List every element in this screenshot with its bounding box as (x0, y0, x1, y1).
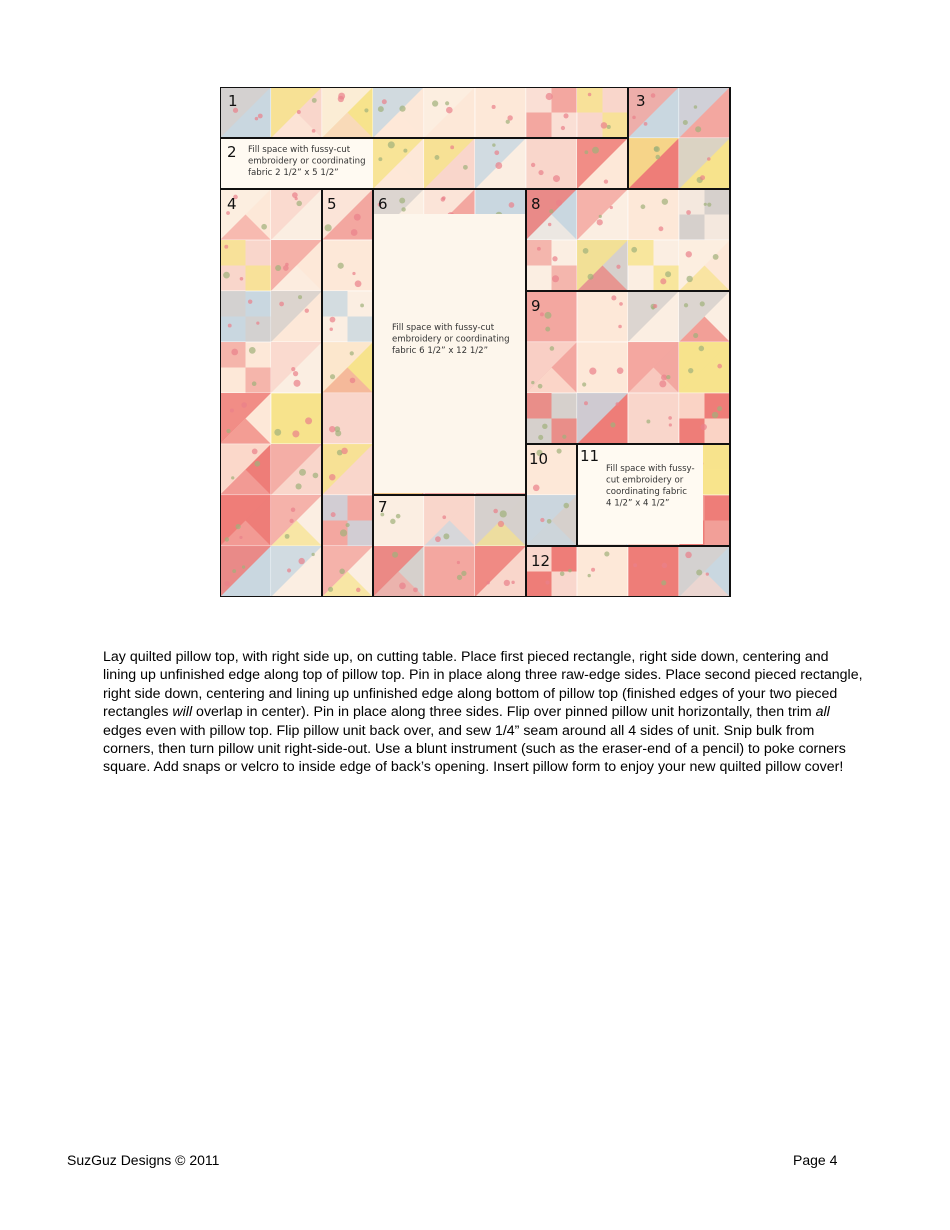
fabric-print-dot (293, 371, 298, 376)
fabric-print-dot (707, 157, 711, 161)
fabric-print-dot (704, 203, 707, 206)
fabric-print-dot (660, 278, 666, 284)
fabric-print-dot (631, 247, 637, 253)
fabric-print-dot (399, 106, 405, 112)
fabric-square (577, 546, 628, 597)
fabric-print-dot (686, 251, 692, 257)
fabric-print-dot (350, 378, 356, 384)
fabric-print-dot (443, 533, 449, 539)
fabric-print-dot (446, 107, 453, 114)
assembly-instructions (103, 648, 863, 777)
block-number-12: 12 (531, 552, 551, 570)
fabric-print-dot (341, 448, 348, 455)
fabric-print-dot (354, 214, 361, 221)
fabric-print-dot (641, 204, 646, 209)
fabric-print-dot (546, 93, 553, 100)
fabric-print-dot (493, 509, 498, 514)
fabric-print-dot (599, 215, 602, 218)
fabric-print-dot (616, 402, 620, 406)
fabric-print-dot (584, 401, 588, 405)
fabric-print-dot (604, 551, 609, 556)
note-block-2-line: embroidery or coordinating (248, 156, 366, 167)
fabric-print-dot (399, 198, 405, 204)
fabric-print-dot (511, 581, 514, 584)
note-block-6-line: embroidery or coordinating (392, 334, 510, 345)
fabric-print-dot (285, 263, 289, 267)
fabric-quarter (679, 189, 705, 215)
fabric-quarter (705, 521, 731, 547)
fabric-print-dot (279, 302, 284, 307)
fabric-print-dot (255, 117, 259, 121)
fabric-print-dot (329, 474, 335, 480)
fabric-print-dot (346, 523, 350, 527)
fabric-print-dot (241, 402, 247, 408)
fabric-print-dot (588, 274, 594, 280)
fabric-quarter (348, 317, 374, 343)
fabric-print-dot (392, 552, 398, 558)
fabric-print-dot (611, 295, 616, 300)
fabric-print-dot (313, 473, 319, 479)
block-number-10: 10 (529, 450, 549, 468)
fabric-print-dot (592, 147, 599, 154)
fabric-print-dot (340, 529, 347, 536)
fabric-print-dot (610, 422, 615, 427)
fabric-print-dot (239, 536, 242, 539)
fabric-print-dot (531, 381, 534, 384)
fabric-print-dot (684, 303, 688, 307)
block-number-1: 1 (228, 92, 238, 110)
fabric-print-dot (717, 364, 722, 369)
fabric-print-dot (296, 483, 302, 489)
fabric-print-dot (644, 122, 648, 126)
fabric-quarter (220, 291, 246, 317)
fabric-print-dot (249, 347, 256, 354)
fabric-print-dot (352, 272, 355, 275)
fabric-print-dot (713, 254, 719, 260)
fabric-print-dot (329, 426, 335, 432)
fabric-print-dot (552, 256, 557, 261)
fabric-print-dot (500, 510, 507, 517)
fabric-print-dot (236, 524, 241, 529)
fabric-quarter (220, 342, 246, 368)
fabric-print-dot (285, 534, 290, 539)
instructions-emphasis-all: all (815, 704, 830, 721)
fabric-print-dot (688, 368, 693, 373)
fabric-print-dot (223, 272, 230, 279)
fabric-print-dot (537, 247, 541, 251)
fabric-print-dot (338, 93, 345, 100)
fabric-square (628, 546, 679, 597)
fabric-print-dot (506, 120, 510, 124)
fabric-print-dot (292, 192, 298, 198)
fabric-print-dot (553, 175, 560, 182)
fabric-print-dot (659, 226, 664, 231)
fabric-print-dot (292, 430, 299, 437)
fabric-print-dot (339, 569, 345, 575)
fabric-print-dot (693, 333, 698, 338)
fabric-print-dot (403, 149, 407, 153)
fabric-print-dot (305, 417, 312, 424)
fabric-print-dot (378, 106, 384, 112)
footer-page-number: Page 4 (793, 1152, 838, 1168)
fabric-print-dot (325, 224, 332, 231)
fabric-print-dot (442, 515, 446, 519)
fabric-print-dot (662, 198, 668, 204)
fabric-print-dot (390, 519, 395, 524)
note-block-11-line: Fill space with fussy- (606, 464, 695, 474)
fabric-print-dot (230, 409, 234, 413)
fabric-print-dot (583, 248, 589, 254)
fabric-quarter (705, 470, 731, 496)
fabric-print-dot (254, 461, 260, 467)
fabric-print-dot (388, 141, 395, 148)
note-block-11-line: cut embroidery or (606, 475, 684, 486)
fabric-print-dot (548, 223, 551, 226)
fabric-print-dot (700, 301, 705, 306)
fabric-print-dot (607, 125, 611, 129)
instructions-text-1: Lay quilted pillow top, with right side up, on cutting table. Place first pieced rectangle, right side down, centering and lining up unfinished edge along top of pillow top. Pin in place along three raw-edge sides. Place second pieced rectangle, right side down, centering and lining up unfinished edge along bottom of pillow top (finished edges of your two pieced rectangles (103, 649, 863, 721)
fabric-quarter (552, 419, 578, 445)
fabric-print-dot (531, 163, 535, 167)
fabric-quarter (654, 266, 680, 292)
fabric-print-dot (686, 210, 691, 215)
fabric-print-dot (695, 126, 701, 132)
fabric-print-dot (589, 368, 596, 375)
fabric-print-dot (588, 93, 592, 97)
fabric-print-dot (545, 580, 549, 584)
fabric-print-dot (291, 508, 296, 513)
block-number-2: 2 (227, 143, 237, 161)
fabric-print-dot (240, 277, 244, 281)
fabric-print-dot (435, 155, 440, 160)
fabric-print-dot (248, 299, 252, 303)
fabric-print-dot (563, 113, 568, 118)
fabric-print-dot (296, 201, 302, 207)
fabric-print-dot (706, 572, 709, 575)
fabric-square (628, 189, 679, 240)
fabric-print-dot (547, 519, 552, 524)
fabric-print-dot (450, 145, 454, 149)
fabric-print-dot (252, 449, 258, 455)
fabric-print-dot (338, 263, 344, 269)
note-block-11-line: coordinating fabric (606, 487, 687, 497)
fabric-print-dot (538, 170, 543, 175)
fabric-print-dot (305, 309, 309, 313)
fabric-print-dot (492, 105, 496, 109)
fabric-print-dot (283, 265, 289, 271)
fabric-print-dot (509, 202, 515, 208)
fabric-print-dot (591, 568, 595, 572)
fabric-print-dot (561, 126, 565, 130)
instructions-text-3: edges even with pillow top. Flip pillow unit back over, and sew 1/4” seam around all 4 sides of unit. Snip bulk from corners, then turn pillow unit right-side-out. Use a blunt instrument (such as the eraser-end of a pencil) to poke corners square. Add snaps or velcro to inside edge of back’s opening. Insert pillow form to enjoy your new quilted pillow cover! (103, 722, 846, 776)
fabric-print-dot (699, 346, 705, 352)
fabric-quarter (552, 572, 578, 598)
fabric-print-dot (378, 157, 382, 161)
fabric-square (424, 546, 475, 597)
block-number-8: 8 (531, 195, 541, 213)
fabric-print-dot (297, 110, 301, 114)
fabric-print-dot (549, 209, 553, 213)
fabric-quarter (246, 317, 272, 343)
note-block-6-line: Fill space with fussy-cut (392, 323, 495, 333)
fabric-print-dot (646, 420, 650, 424)
fabric-print-dot (542, 424, 547, 429)
quilt-block-diagram (220, 87, 731, 597)
fabric-print-dot (712, 412, 718, 418)
fabric-print-dot (588, 574, 591, 577)
fabric-print-dot (619, 302, 623, 306)
fabric-print-dot (568, 569, 572, 573)
fabric-print-dot (498, 521, 504, 527)
fabric-print-dot (413, 587, 418, 592)
fabric-print-dot (651, 93, 656, 98)
fabric-print-dot (661, 580, 666, 585)
fabric-print-dot (225, 537, 230, 542)
fabric-square (475, 87, 526, 138)
fabric-print-dot (232, 569, 236, 573)
fabric-print-dot (441, 197, 446, 202)
fabric-print-dot (552, 275, 559, 282)
block-number-4: 4 (227, 195, 237, 213)
fabric-print-dot (312, 129, 316, 133)
fabric-print-dot (328, 587, 333, 592)
fabric-quarter (705, 215, 731, 241)
fabric-print-dot (604, 179, 608, 183)
fabric-print-dot (655, 155, 660, 160)
fabric-print-dot (562, 435, 566, 439)
fabric-print-dot (582, 382, 586, 386)
fabric-print-dot (533, 484, 540, 491)
fabric-print-dot (492, 143, 495, 146)
fabric-print-dot (432, 100, 438, 106)
fabric-print-dot (540, 518, 544, 522)
fabric-quarter (246, 368, 272, 394)
fabric-print-dot (556, 200, 562, 206)
note-block-2-line: fabric 2 1/2” x 5 1/2” (248, 168, 339, 178)
fabric-print-dot (299, 469, 306, 476)
fabric-print-dot (494, 150, 499, 155)
fabric-print-dot (351, 229, 358, 236)
fabric-print-dot (298, 295, 302, 299)
fabric-print-dot (654, 146, 659, 151)
fabric-print-dot (557, 448, 562, 453)
block-number-5: 5 (327, 195, 337, 213)
fabric-print-dot (224, 245, 228, 249)
block-number-7: 7 (378, 498, 388, 516)
fabric-print-dot (538, 435, 543, 440)
fabric-quarter (246, 266, 272, 292)
block-number-3: 3 (636, 92, 646, 110)
fabric-print-dot (701, 424, 707, 430)
fabric-print-dot (252, 381, 257, 386)
fabric-print-dot (291, 367, 295, 371)
fabric-print-dot (289, 519, 293, 523)
block-number-9: 9 (531, 297, 541, 315)
fabric-print-dot (662, 563, 668, 569)
fabric-print-dot (445, 101, 449, 105)
fabric-print-dot (545, 327, 550, 332)
fabric-quarter (322, 495, 348, 521)
note-block-2-line: Fill space with fussy-cut (248, 145, 351, 155)
fabric-print-dot (382, 99, 387, 104)
fabric-print-dot (550, 346, 555, 351)
fabric-print-dot (261, 224, 267, 230)
fabric-print-dot (659, 380, 666, 387)
fabric-print-dot (330, 317, 336, 323)
fabric-print-dot (668, 416, 672, 420)
fabric-print-dot (665, 271, 671, 277)
fabric-print-dot (231, 476, 234, 479)
instructions-text-2: overlap in center). Pin in place along three sides. Flip over pinned pillow unit horizontally, then trim (192, 704, 816, 721)
fabric-quarter (526, 240, 552, 266)
fabric-square (577, 291, 628, 342)
fabric-print-dot (696, 569, 702, 575)
footer-copyright: SuzGuz Designs © 2011 (67, 1152, 220, 1168)
fabric-print-dot (312, 98, 317, 103)
fabric-print-dot (618, 325, 622, 329)
fabric-print-dot (356, 588, 361, 593)
fabric-print-dot (560, 571, 565, 576)
fabric-print-dot (298, 558, 304, 564)
fabric-print-dot (463, 165, 468, 170)
fabric-print-dot (225, 581, 230, 586)
fabric-print-dot (331, 512, 336, 517)
fabric-print-dot (633, 563, 637, 567)
block-number-6: 6 (378, 195, 388, 213)
block-number-11: 11 (580, 447, 600, 465)
fabric-print-dot (545, 312, 552, 319)
fabric-print-dot (700, 175, 705, 180)
fabric-print-dot (399, 583, 406, 590)
fabric-print-dot (274, 429, 281, 436)
fabric-print-dot (350, 351, 354, 355)
fabric-print-dot (540, 312, 544, 316)
fabric-print-dot (457, 575, 462, 580)
fabric-quarter (526, 87, 552, 113)
fabric-print-dot (616, 265, 620, 269)
fabric-print-dot (226, 429, 230, 433)
fabric-print-dot (293, 380, 300, 387)
fabric-print-dot (329, 327, 332, 330)
fabric-quarter (322, 291, 348, 317)
fabric-print-dot (694, 105, 698, 109)
fabric-print-dot (683, 120, 688, 125)
fabric-print-dot (504, 580, 510, 586)
fabric-print-dot (661, 374, 667, 380)
fabric-print-dot (287, 568, 291, 572)
fabric-print-dot (538, 384, 543, 389)
fabric-print-dot (707, 203, 711, 207)
fabric-print-dot (601, 122, 608, 129)
fabric-print-dot (717, 406, 722, 411)
fabric-print-dot (495, 162, 502, 169)
fabric-print-dot (461, 571, 466, 576)
fabric-quarter (526, 393, 552, 419)
fabric-print-dot (653, 304, 657, 308)
fabric-quarter (628, 240, 654, 266)
fabric-print-dot (330, 374, 335, 379)
fabric-print-dot (632, 116, 636, 120)
note-block-6-line: fabric 6 1/2” x 12 1/2” (392, 346, 489, 356)
fabric-print-dot (401, 207, 405, 211)
fabric-print-dot (242, 565, 245, 568)
fabric-print-dot (669, 423, 672, 426)
fabric-quarter (220, 240, 246, 266)
fabric-quarter (705, 419, 731, 445)
fabric-print-dot (311, 553, 314, 556)
instructions-emphasis-will: will (172, 704, 193, 721)
fabric-print-dot (360, 304, 364, 308)
fabric-print-dot (610, 206, 613, 209)
fabric-print-dot (258, 114, 263, 119)
fabric-print-dot (256, 321, 259, 324)
fabric-print-dot (584, 150, 588, 154)
fabric-print-dot (686, 276, 692, 282)
fabric-print-dot (617, 367, 624, 374)
fabric-print-dot (231, 349, 238, 356)
fabric-quarter (679, 393, 705, 419)
fabric-print-dot (597, 219, 603, 225)
note-block-11-line: 4 1/2” x 4 1/2” (606, 498, 670, 509)
fabric-quarter (348, 521, 374, 547)
fabric-print-dot (396, 514, 401, 519)
fabric-print-dot (685, 552, 692, 559)
fabric-print-dot (435, 536, 441, 542)
fabric-print-dot (457, 561, 460, 564)
fabric-print-dot (364, 108, 368, 112)
fabric-print-dot (275, 265, 281, 271)
fabric-print-dot (666, 375, 670, 379)
fabric-print-dot (486, 581, 489, 584)
fabric-square (322, 240, 373, 291)
fabric-print-dot (355, 280, 362, 287)
fabric-print-dot (228, 324, 232, 328)
instructions-paragraph (103, 648, 863, 777)
fabric-quarter (577, 87, 603, 113)
fabric-print-dot (563, 503, 569, 509)
